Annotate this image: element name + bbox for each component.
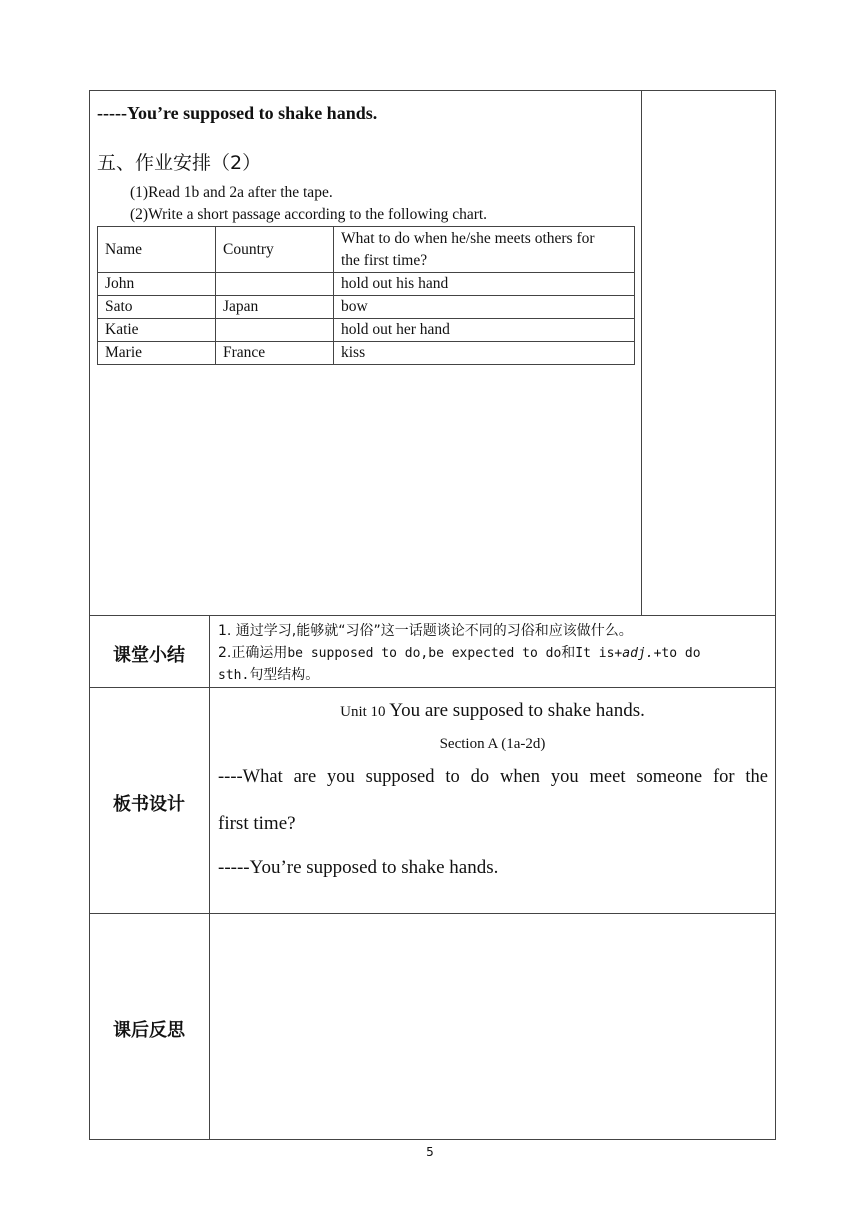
board-section: Section A (1a-2d) bbox=[439, 736, 546, 752]
cell-name: John bbox=[98, 273, 216, 296]
board-design-label: 板书设计 bbox=[113, 794, 185, 815]
board-answer: -----You’re supposed to shake hands. bbox=[218, 857, 499, 878]
board-title bbox=[210, 700, 775, 722]
table-row bbox=[98, 273, 635, 296]
row-divider-summary bbox=[89, 615, 776, 616]
row-divider-board bbox=[89, 687, 776, 688]
summary-line-2-pattern: It is+ bbox=[575, 646, 623, 661]
cell-action: kiss bbox=[334, 342, 635, 365]
board-title-main: You are supposed to shake hands. bbox=[389, 700, 645, 721]
header-line-2: the first time? bbox=[341, 251, 428, 269]
summary-label: 课堂小结 bbox=[113, 645, 185, 666]
table-row bbox=[98, 342, 635, 365]
cell-action: hold out her hand bbox=[334, 319, 635, 342]
reflection-label: 课后反思 bbox=[113, 1020, 185, 1041]
cell-name: Marie bbox=[98, 342, 216, 365]
row-divider-reflection bbox=[89, 913, 776, 914]
board-question-line-1: ----What are you supposed to do when you meet someone for the bbox=[218, 767, 768, 787]
homework-task-2: (2)Write a short passage according to the following chart. bbox=[130, 206, 488, 223]
homework-heading: 五、作业安排（2） bbox=[97, 152, 262, 174]
cell-name: Katie bbox=[98, 319, 216, 342]
homework-task-1: (1)Read 1b and 2a after the tape. bbox=[130, 184, 333, 201]
summary-line-3 bbox=[218, 664, 319, 687]
cell-country: Japan bbox=[216, 296, 334, 319]
summary-line-2-prefix: 2.正确运用 bbox=[218, 645, 288, 661]
summary-line-2-phrases: be supposed to do,be expected to do bbox=[287, 646, 562, 661]
summary-line-2-and: 和 bbox=[561, 645, 576, 661]
closing-sentence: -----You’re supposed to shake hands. bbox=[97, 103, 378, 123]
column-header-what-to-do bbox=[334, 227, 635, 273]
cell-country: France bbox=[216, 342, 334, 365]
summary-line-3-suffix: 句型结构。 bbox=[249, 667, 320, 683]
cell-country bbox=[216, 319, 334, 342]
greeting-customs-table bbox=[97, 226, 635, 365]
cell-country bbox=[216, 273, 334, 296]
top-right-column-divider bbox=[641, 90, 642, 616]
table-header-row bbox=[98, 227, 635, 273]
table-row bbox=[98, 319, 635, 342]
header-line-1: What to do when he/she meets others for bbox=[341, 229, 595, 247]
summary-line-3-sth: sth. bbox=[218, 668, 250, 683]
label-column-divider bbox=[209, 615, 210, 1140]
column-header-name: Name bbox=[98, 227, 216, 273]
page-number: 5 bbox=[426, 1145, 434, 1159]
summary-line-2-todo: +to do bbox=[653, 646, 701, 661]
table-row bbox=[98, 296, 635, 319]
summary-line-1: 1. 通过学习,能够就“习俗”这一话题谈论不同的习俗和应该做什么。 bbox=[218, 623, 633, 639]
cell-name: Sato bbox=[98, 296, 216, 319]
column-header-country: Country bbox=[216, 227, 334, 273]
board-question-line-2: first time? bbox=[218, 813, 296, 834]
summary-line-2 bbox=[218, 642, 701, 665]
cell-action: bow bbox=[334, 296, 635, 319]
summary-line-2-adj: adj. bbox=[622, 646, 654, 661]
cell-action: hold out his hand bbox=[334, 273, 635, 296]
board-title-unit: Unit 10 bbox=[340, 704, 386, 720]
